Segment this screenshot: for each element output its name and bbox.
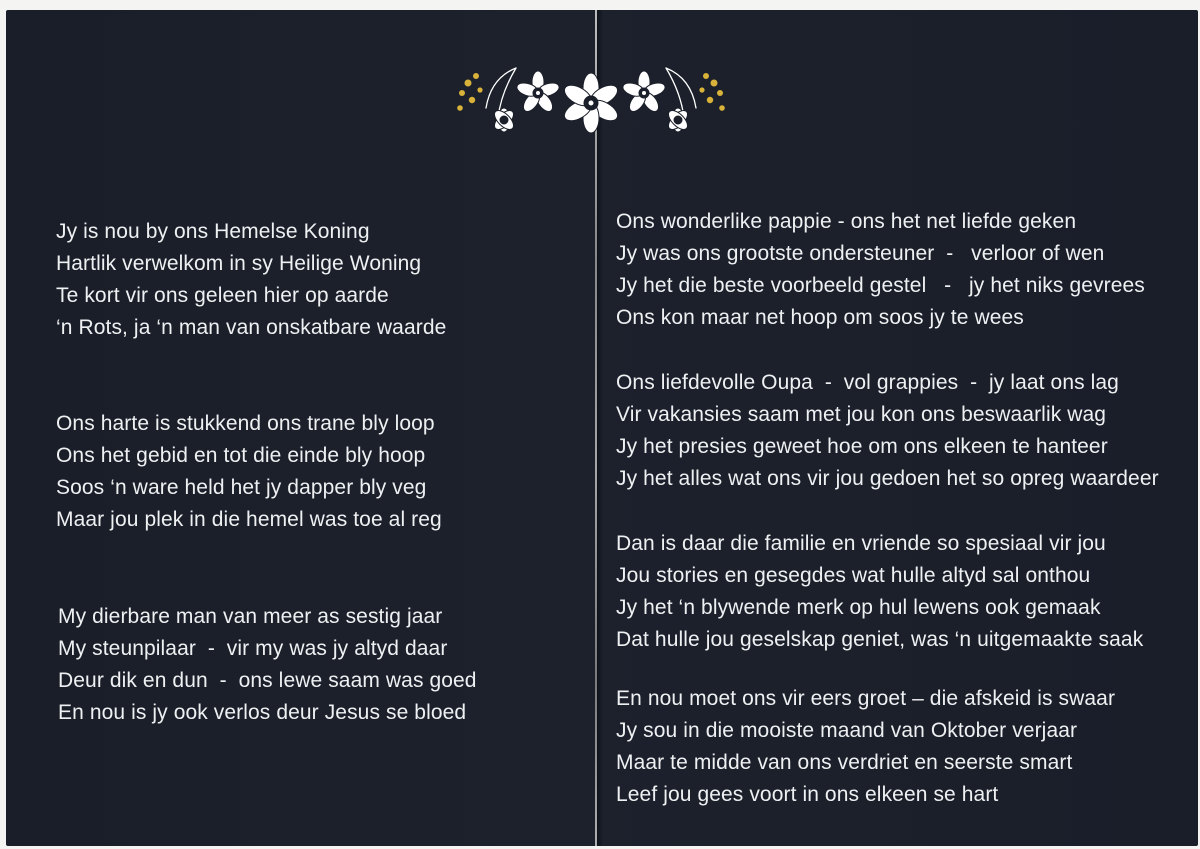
- verse-line: Maar te midde van ons verdriet en seerste smart: [616, 751, 1073, 774]
- verse-line: Ons kon maar net hoop om soos jy te wees: [616, 306, 1024, 329]
- verse-line: Deur dik en dun - ons lewe saam was goed: [58, 669, 477, 692]
- memorial-card: [6, 10, 1198, 846]
- verse-line: Te kort vir ons geleen hier op aarde: [56, 284, 389, 307]
- verse-line: En nou is jy ook verlos deur Jesus se bloed: [58, 701, 467, 724]
- verse-line: Ons harte is stukkend ons trane bly loop: [56, 412, 435, 435]
- right-verse-1: [616, 206, 1145, 334]
- verse-line: ‘n Rots, ja ‘n man van onskatbare waarde: [56, 316, 447, 339]
- verse-line: Ons liefdevolle Oupa - vol grappies - jy laat ons lag: [616, 371, 1119, 394]
- verse-line: Jy het ‘n blywende merk op hul lewens ook gemaak: [616, 596, 1101, 619]
- verse-line: Ons wonderlike pappie - ons het net liefde geken: [616, 210, 1077, 233]
- right-verse-2: [616, 367, 1159, 495]
- verse-line: Jy was ons grootste ondersteuner - verloor of wen: [616, 242, 1105, 265]
- floral-garland-icon: [446, 48, 736, 148]
- left-verse-1: [56, 216, 446, 344]
- verse-line: Jy het die beste voorbeeld gestel - jy het niks gevrees: [616, 274, 1145, 297]
- verse-line: Ons het gebid en tot die einde bly hoop: [56, 444, 426, 467]
- verse-line: Dan is daar die familie en vriende so spesiaal vir jou: [616, 532, 1106, 555]
- verse-line: Leef jou gees voort in ons elkeen se hart: [616, 783, 999, 806]
- left-verse-3: [58, 601, 477, 729]
- right-verse-4: [616, 683, 1115, 811]
- verse-line: Hartlik verwelkom in sy Heilige Woning: [56, 252, 422, 275]
- verse-line: Soos ‘n ware held het jy dapper bly veg: [56, 476, 427, 499]
- verse-line: Vir vakansies saam met jou kon ons beswaarlik wag: [616, 403, 1107, 426]
- verse-line: En nou moet ons vir eers groet – die afskeid is swaar: [616, 687, 1116, 710]
- verse-line: Jou stories en gesegdes wat hulle altyd sal onthou: [616, 564, 1091, 587]
- verse-line: Jy het presies geweet hoe om ons elkeen te hanteer: [616, 435, 1108, 458]
- verse-line: Jy het alles wat ons vir jou gedoen het so opreg waardeer: [616, 467, 1159, 490]
- verse-line: My dierbare man van meer as sestig jaar: [58, 605, 443, 628]
- verse-line: Jy sou in die mooiste maand van Oktober verjaar: [616, 719, 1078, 742]
- verse-line: Maar jou plek in die hemel was toe al reg: [56, 508, 442, 531]
- verse-line: My steunpilaar - vir my was jy altyd daar: [58, 637, 448, 660]
- verse-line: Jy is nou by ons Hemelse Koning: [56, 220, 370, 243]
- verse-line: Dat hulle jou geselskap geniet, was ‘n uitgemaakte saak: [616, 628, 1144, 651]
- left-verse-2: [56, 408, 442, 536]
- right-verse-3: [616, 528, 1143, 656]
